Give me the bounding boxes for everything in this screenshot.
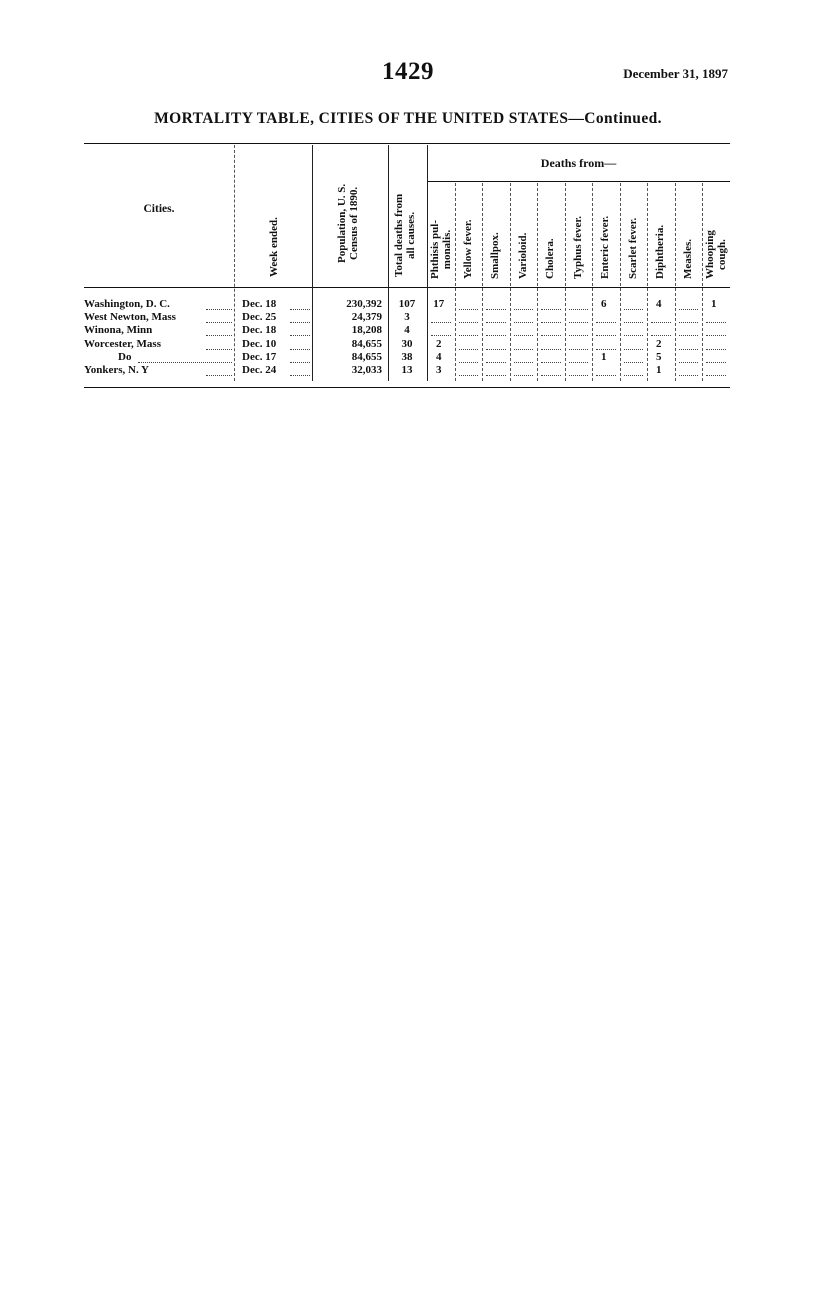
leader-dots bbox=[290, 309, 310, 323]
empty-cell-dots bbox=[679, 322, 699, 336]
empty-cell-dots bbox=[541, 336, 561, 350]
empty-cell-dots bbox=[486, 296, 506, 310]
empty-cell-dots bbox=[624, 336, 644, 350]
table-row-total: 13 bbox=[401, 364, 413, 376]
empty-cell-dots bbox=[459, 296, 479, 310]
table-row-cause-value: 4 bbox=[656, 298, 662, 310]
empty-cell-dots bbox=[624, 309, 644, 323]
empty-cell-dots bbox=[624, 322, 644, 336]
empty-cell-dots bbox=[679, 362, 699, 376]
empty-cell-dots bbox=[569, 349, 589, 363]
empty-cell-dots bbox=[624, 349, 644, 363]
table-row-city: Do bbox=[118, 350, 132, 363]
header-bottom-rule bbox=[84, 287, 730, 288]
table-row-cause-value: 4 bbox=[436, 350, 442, 363]
leader-dots bbox=[206, 336, 232, 350]
table-row-cause-value: 2 bbox=[656, 337, 662, 350]
leader-dots bbox=[290, 362, 310, 376]
leader-dots bbox=[206, 309, 232, 323]
table-row-total: 107 bbox=[398, 298, 416, 310]
table-row-week: Dec. 18 bbox=[242, 298, 277, 310]
column-divider bbox=[234, 145, 235, 381]
empty-cell-dots bbox=[541, 362, 561, 376]
cause-column-divider bbox=[675, 183, 676, 381]
empty-cell-dots bbox=[431, 309, 451, 323]
empty-cell-dots bbox=[514, 322, 534, 336]
header-total-deaths: Total deaths from all causes. bbox=[393, 193, 417, 277]
table-row-week: Dec. 25 bbox=[242, 311, 277, 324]
header-cause-7: Scarlet fever. bbox=[626, 217, 639, 279]
leader-dots bbox=[138, 349, 232, 363]
table-row-week: Dec. 18 bbox=[242, 324, 277, 337]
empty-cell-dots bbox=[486, 362, 506, 376]
table-title: MORTALITY TABLE, CITIES OF THE UNITED STATES—Continued. bbox=[154, 110, 662, 127]
empty-cell-dots bbox=[596, 322, 616, 336]
empty-cell-dots bbox=[596, 362, 616, 376]
table-row-cause-value: 1 bbox=[601, 350, 607, 363]
empty-cell-dots bbox=[459, 336, 479, 350]
cause-column-divider bbox=[455, 183, 456, 381]
table-row-week: Dec. 10 bbox=[242, 337, 277, 350]
empty-cell-dots bbox=[459, 349, 479, 363]
cause-column-divider bbox=[702, 183, 703, 381]
header-cities: Cities. bbox=[143, 203, 175, 215]
table-row-cause-value: 2 bbox=[436, 337, 442, 350]
deaths-from-rule bbox=[427, 181, 730, 182]
leader-dots bbox=[290, 296, 310, 310]
empty-cell-dots bbox=[706, 349, 726, 363]
empty-cell-dots bbox=[486, 309, 506, 323]
empty-cell-dots bbox=[706, 309, 726, 323]
table-row-cause-value: 5 bbox=[656, 350, 662, 363]
header-cause-2: Smallpox. bbox=[489, 232, 501, 279]
empty-cell-dots bbox=[569, 296, 589, 310]
empty-cell-dots bbox=[706, 322, 726, 336]
empty-cell-dots bbox=[541, 322, 561, 336]
mortality-table bbox=[84, 143, 730, 391]
table-row-cause-value: 3 bbox=[436, 364, 442, 376]
empty-cell-dots bbox=[651, 309, 671, 323]
header-cause-8: Diphtheria. bbox=[654, 224, 666, 279]
empty-cell-dots bbox=[541, 349, 561, 363]
leader-dots bbox=[206, 296, 232, 310]
empty-cell-dots bbox=[541, 309, 561, 323]
empty-cell-dots bbox=[569, 309, 589, 323]
leader-dots bbox=[206, 362, 232, 376]
empty-cell-dots bbox=[596, 336, 616, 350]
empty-cell-dots bbox=[459, 362, 479, 376]
table-row-population: 18,208 bbox=[351, 324, 382, 337]
leader-dots bbox=[290, 336, 310, 350]
table-row-total: 30 bbox=[401, 337, 413, 350]
header-cause-9: Measles. bbox=[681, 238, 694, 279]
empty-cell-dots bbox=[514, 336, 534, 350]
empty-cell-dots bbox=[706, 336, 726, 350]
header-cause-10: Whooping cough. bbox=[704, 230, 728, 279]
table-row-total: 38 bbox=[401, 350, 413, 363]
header-deaths-from: Deaths from— bbox=[540, 156, 617, 170]
cause-column-divider bbox=[510, 183, 511, 381]
header-cause-1: Yellow fever. bbox=[461, 219, 474, 279]
table-row-cause-value: 17 bbox=[433, 298, 445, 310]
empty-cell-dots bbox=[486, 349, 506, 363]
empty-cell-dots bbox=[459, 309, 479, 323]
header-cause-0: Phthisis pul- monalis. bbox=[429, 220, 453, 279]
header-cause-3: Varioloid. bbox=[516, 232, 529, 279]
table-row-population: 230,392 bbox=[346, 298, 382, 310]
empty-cell-dots bbox=[596, 309, 616, 323]
cause-column-divider bbox=[565, 183, 566, 381]
page-date: December 31, 1897 bbox=[623, 66, 728, 81]
cause-column-divider bbox=[620, 183, 621, 381]
empty-cell-dots bbox=[569, 336, 589, 350]
empty-cell-dots bbox=[624, 296, 644, 310]
header-cause-4: Cholera. bbox=[544, 238, 556, 279]
table-row-city: West Newton, Mass bbox=[84, 311, 176, 324]
table-row-city: Worcester, Mass bbox=[84, 337, 161, 350]
empty-cell-dots bbox=[679, 349, 699, 363]
column-divider bbox=[312, 145, 313, 381]
table-row-cause-value: 1 bbox=[711, 298, 717, 310]
table-row-city: Winona, Minn bbox=[84, 324, 153, 337]
empty-cell-dots bbox=[431, 322, 451, 336]
leader-dots bbox=[290, 349, 310, 363]
table-row-population: 84,655 bbox=[351, 337, 382, 350]
table-row-week: Dec. 24 bbox=[242, 364, 277, 376]
empty-cell-dots bbox=[514, 309, 534, 323]
empty-cell-dots bbox=[514, 349, 534, 363]
cause-column-divider bbox=[537, 183, 538, 381]
empty-cell-dots bbox=[486, 336, 506, 350]
empty-cell-dots bbox=[514, 362, 534, 376]
header-cause-5: Typhus fever. bbox=[571, 216, 584, 279]
table-row-total: 3 bbox=[404, 311, 410, 324]
empty-cell-dots bbox=[541, 296, 561, 310]
leader-dots bbox=[206, 322, 232, 336]
cause-column-divider bbox=[482, 183, 483, 381]
empty-cell-dots bbox=[624, 362, 644, 376]
table-row-total: 4 bbox=[404, 324, 410, 337]
header-cause-6: Enteric fever. bbox=[599, 215, 611, 279]
table-row-population: 32,033 bbox=[351, 364, 382, 376]
leader-dots bbox=[290, 322, 310, 336]
empty-cell-dots bbox=[679, 336, 699, 350]
empty-cell-dots bbox=[569, 362, 589, 376]
table-row-population: 84,655 bbox=[351, 350, 382, 363]
table-row-cause-value: 6 bbox=[601, 298, 607, 310]
column-divider bbox=[388, 145, 389, 381]
empty-cell-dots bbox=[706, 362, 726, 376]
header-population: Population, U. S. Census of 1890. bbox=[336, 183, 360, 263]
table-row-city: Washington, D. C. bbox=[84, 298, 170, 310]
page-number: 1429 bbox=[382, 58, 434, 85]
empty-cell-dots bbox=[514, 296, 534, 310]
table-row-cause-value: 1 bbox=[656, 364, 662, 376]
empty-cell-dots bbox=[651, 322, 671, 336]
table-top-rule bbox=[84, 143, 730, 144]
empty-cell-dots bbox=[569, 322, 589, 336]
empty-cell-dots bbox=[679, 309, 699, 323]
empty-cell-dots bbox=[486, 322, 506, 336]
table-bottom-rule bbox=[84, 387, 730, 388]
header-week-ended: Week ended. bbox=[268, 217, 280, 277]
table-row-week: Dec. 17 bbox=[242, 350, 277, 363]
table-row-city: Yonkers, N. Y bbox=[84, 364, 149, 376]
table-row-population: 24,379 bbox=[351, 311, 382, 324]
empty-cell-dots bbox=[459, 322, 479, 336]
empty-cell-dots bbox=[679, 296, 699, 310]
